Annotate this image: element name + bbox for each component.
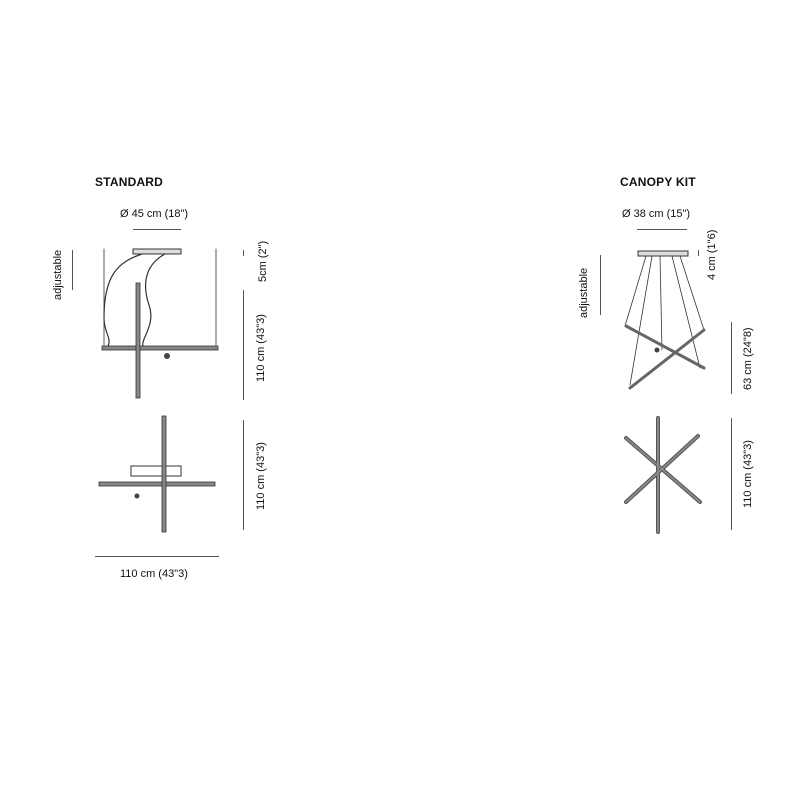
canopy-kit-drop-height-label: 63 cm (24"8) (742, 327, 754, 390)
standard-plan-depth-label: 110 cm (43"3) (255, 442, 267, 510)
standard-title: STANDARD (95, 175, 164, 189)
standard-adjustable-label: adjustable (52, 249, 64, 300)
canopy-kit-plan-drawing (626, 418, 700, 532)
standard-drop-height-label: 110 cm (43"3) (255, 314, 267, 382)
standard-plan-canopy (131, 466, 181, 476)
standard-elevation-drawing (102, 249, 218, 398)
standard-vertical-bar (136, 283, 140, 398)
canopy-kit-plan-depth-label: 110 cm (43"3) (742, 440, 754, 508)
canopy-kit-canopy-height-label: 4 cm (1"6) (706, 229, 718, 280)
standard-diameter-label: Ø 45 cm (18") (120, 208, 189, 220)
standard-canopy-height-label: 5cm (2") (257, 240, 269, 282)
standard-canopy (133, 249, 181, 254)
standard-horizontal-bar (102, 346, 218, 350)
canopy-kit-diameter-label: Ø 38 cm (15") (622, 208, 691, 220)
standard-plan-width-label: 110 cm (43"3) (120, 568, 188, 580)
standard-plan-drawing (99, 416, 215, 532)
canopy-kit-title: CANOPY KIT (620, 175, 696, 189)
canopy-kit-adjustable-label: adjustable (578, 267, 590, 318)
canopy-kit-canopy (638, 251, 688, 256)
canopy-kit-elevation-drawing (625, 251, 704, 388)
